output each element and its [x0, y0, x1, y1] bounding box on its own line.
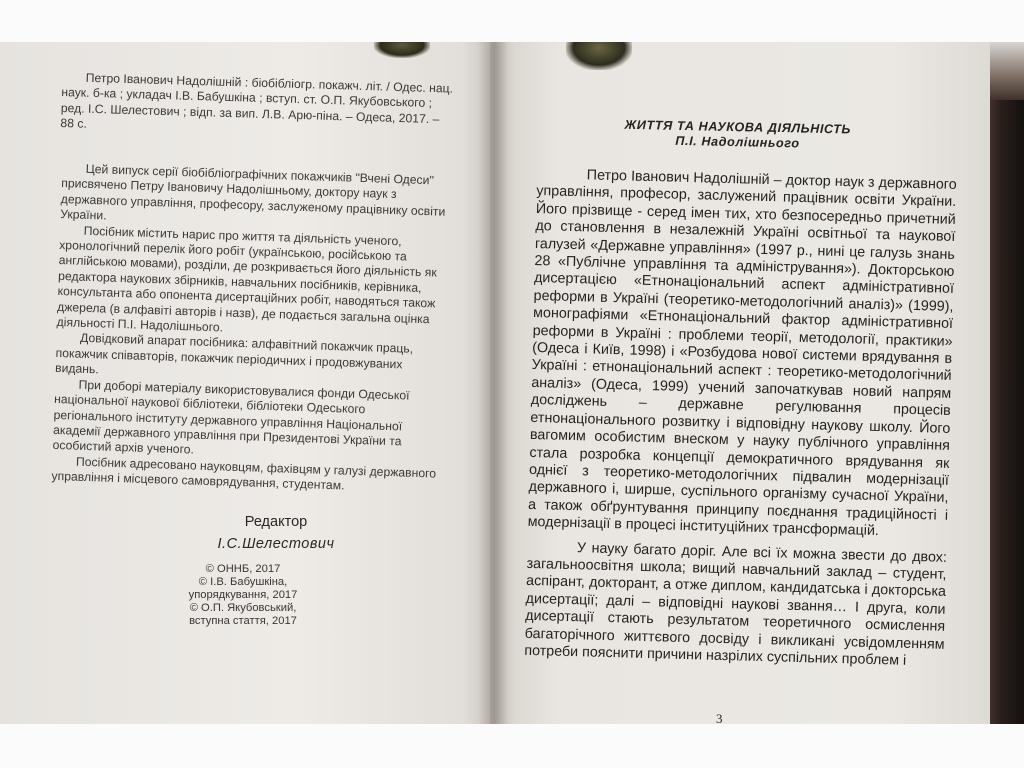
- copyright-line: упорядкування, 2017: [188, 589, 298, 601]
- chapter-body: [524, 166, 957, 671]
- copyright-line: © І.В. Бабушкіна,: [198, 576, 288, 588]
- annotation-paragraph: При доборі матеріалу використовувалися фонди Одеської національної наукової бібліотеки, бібліотеки Одеського регіонального інституту державного управління Національної академії державного управління при Президентові України та особистий архів ученого.: [52, 377, 410, 457]
- page-number: 3: [716, 711, 723, 726]
- chapter-heading: [587, 117, 888, 153]
- editor-block: [206, 514, 346, 552]
- binder-clip-right: [566, 42, 632, 70]
- table-edge: [985, 100, 1024, 724]
- copyright-line: © ОННБ, 2017: [205, 563, 281, 575]
- annotation-paragraph: Цей випуск серії біобібліографічних покажчиків "Вчені Одеси" присвячено Петру Івановичу Надолішньому, доктору наук з державного управління, професору, заслуженому працівнику освіти України.: [60, 161, 446, 223]
- bibliographic-record-text: Петро Іванович Надолішній : біобібліогр. покажч. літ. / Одес. нац. наук. б-ка ; укладач І.В. Бабушкіна ; вступ. ст. О.П. Якубовського ; ред. І.С. Шелестович ; відп. за вип. Л.В. Арю-піна. – Одеса, 2017. – 88 с.: [60, 70, 454, 131]
- annotation-paragraph: Довідковий апарат посібника: алфавітний покажчик праць, покажчик співавторів, покажчик періодичних і продовжуваних видань.: [54, 331, 414, 377]
- chapter-heading-line2: П.І. Надолішнього: [675, 133, 800, 151]
- body-paragraph: Петро Іванович Надолішній – доктор наук з державного управління, професор, заслужений працівник освіти України. Його прізвище - серед імен тих, хто безпосередньо причетний до становлення в незалежній Україні освітньої та наукової галузей «Державне управління» (1997 р., нині це галузь знань 28 «Публічне управління та адміністрування»). Докторською дисертацією «Етнонаціональний аспект адміністративної реформи в Україні (теоретико-методологічний аналіз)» (1999), монографіями «Етнонаціональний фактор адміністративної реформи в Україні : проблеми теорії, методології, практики» (Одеса і Київ, 1998) і «Розбудова нової системи врядування в Україні : етнонаціональний аспект : теоретико-методологічний аналіз» (Одеса, 1999) учений започаткував новий напрям досліджень – державне регулювання процесів етнонаціонального розвитку і відповідну наукову школу. Його вагомим особистим внеском у науку публічного управління стала розробка концепції демократичного врядування як однієї з теоретико-методологічних підвалин модернізації державного і, ширше, суспільного організму сучасної України, а також обґрунтування принципу поєднання традиційності і модернізації в процесі інституційних трансформацій.: [527, 167, 957, 540]
- copyright-block: [168, 563, 318, 628]
- book-gutter: [478, 42, 508, 724]
- editor-title: Редактор: [244, 514, 308, 530]
- annotation-paragraph: Посібник адресовано науковцям, фахівцям у галузі державного управління і місцевого самоврядування, студентам.: [51, 454, 437, 493]
- background-bottom: [0, 724, 1024, 768]
- binder-clip-left: [374, 42, 430, 58]
- editor-name: І.С.Шелестович: [217, 536, 335, 552]
- chapter-heading-line1: ЖИТТЯ ТА НАУКОВА ДІЯЛЬНІСТЬ: [624, 117, 852, 137]
- copyright-line: © О.П. Якубовський,: [189, 602, 297, 614]
- copyright-line: вступна стаття, 2017: [189, 615, 297, 627]
- annotation: [51, 161, 454, 497]
- body-paragraph: У науку багато доріг. Але всі їх можна звести до двох: загальноосвітня школа; вищий навчальний заклад – студент, аспірант, докторант, а отже диплом, кандидатська і докторська дисертації; далі – відповідні наукові звання… І друга, коли дисертації стають результатом теоретичного осмислення багаторічного життєвого досвіду і викликані усвідомленням потреби пояснити причини назрілих суспільних проблем і: [524, 539, 948, 669]
- bibliographic-record: [60, 70, 456, 143]
- annotation-paragraph: Посібник містить нарис про життя та діяльність ученого, хронологічний перелік його робіт (українською, російською та англійською мовами), розділи, де розкривається його діяльність як редактора наукових збірників, навчальних посібників, керівника, консультанта або опонента дисертаційних робіт, наводяться також джерела (в алфавіті авторів і назв), де подається загальна оцінка діяльності П.І. Надолішнього.: [56, 223, 437, 335]
- background-top: [0, 0, 1024, 42]
